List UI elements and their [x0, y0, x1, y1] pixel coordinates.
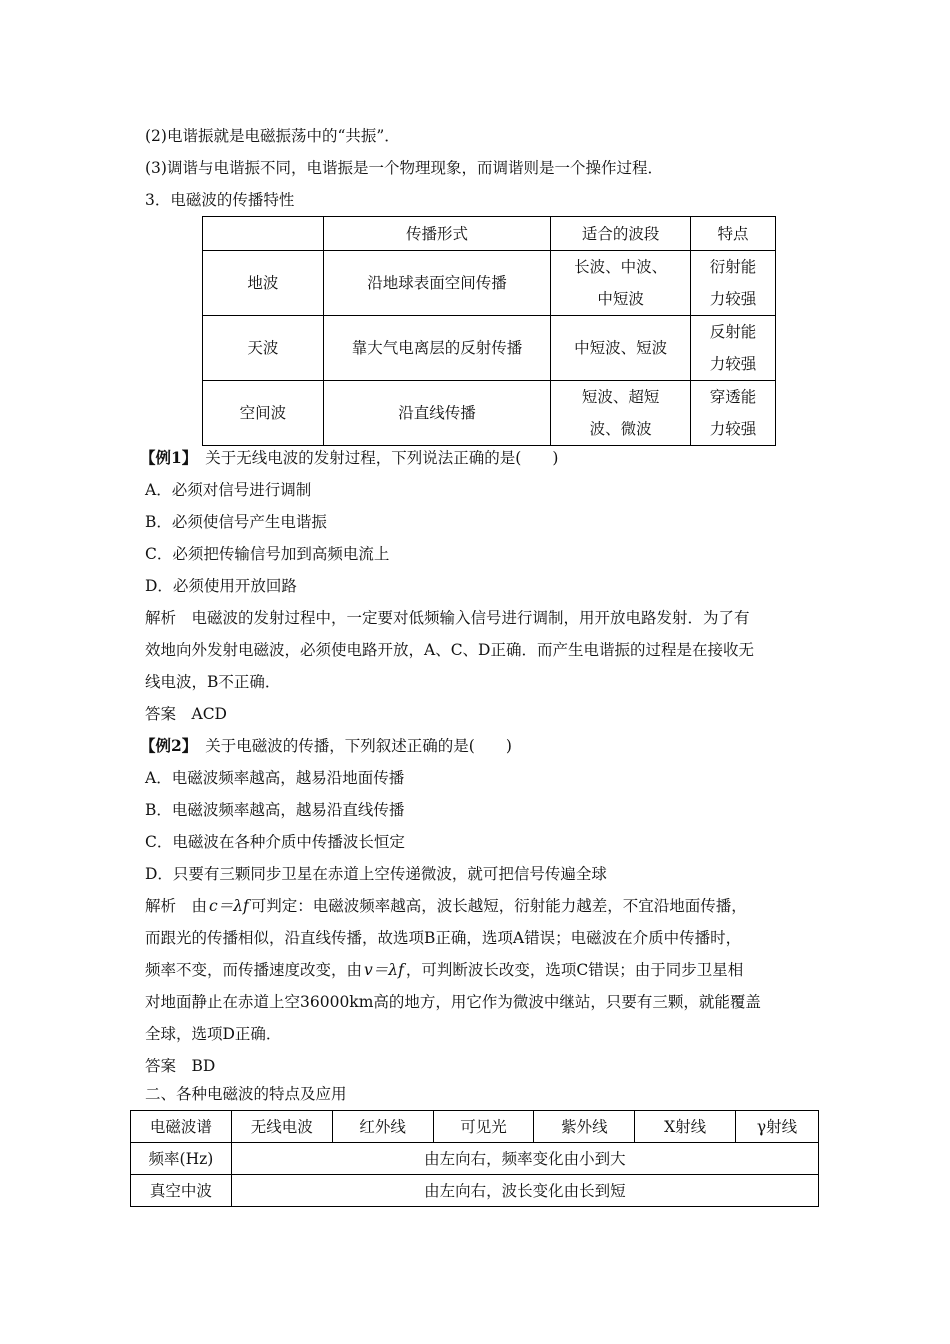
table2-header: 紫外线 — [534, 1111, 635, 1143]
example1-answer: 答案 ACD — [145, 705, 227, 723]
example1-question — [140, 448, 558, 468]
section-2-heading: 二、各种电磁波的特点及应用 — [145, 1085, 347, 1103]
analysis-text: 频率不变，而传播速度改变，由 — [145, 961, 363, 979]
table1-row-band: 中短波、短波 — [551, 316, 691, 381]
table1-row-form: 沿地球表面空间传播 — [323, 251, 551, 316]
table1-header-feature: 特点 — [690, 217, 775, 251]
table1-header-band: 适合的波段 — [551, 217, 691, 251]
example2-analysis-line — [145, 960, 743, 980]
table2-header: 可见光 — [433, 1111, 534, 1143]
table1-row-band: 短波、超短 波、微波 — [551, 381, 691, 446]
example1-analysis-line: 解析 电磁波的发射过程中，一定要对低频输入信号进行调制，用开放电路发射．为了有 — [145, 609, 750, 627]
analysis-text: ，可判断波长改变，选项C错误；由于同步卫星相 — [405, 961, 744, 979]
table2-header: γ射线 — [736, 1111, 819, 1143]
propagation-table — [202, 216, 776, 446]
table1-row-feature: 反射能 力较强 — [690, 316, 775, 381]
table1-header-empty — [203, 217, 324, 251]
example1-option-b: B．必须使信号产生电谐振 — [145, 513, 327, 531]
example1-question-text: 关于无线电波的发射过程，下列说法正确的是( ) — [205, 449, 559, 467]
example2-question — [140, 736, 512, 756]
table2-header: 无线电波 — [231, 1111, 332, 1143]
table2-row-label: 频率(Hz) — [131, 1143, 232, 1175]
table1-row-band: 长波、中波、 中短波 — [551, 251, 691, 316]
example1-option-d: D．必须使用开放回路 — [145, 577, 297, 595]
table1-row-form: 靠大气电离层的反射传播 — [323, 316, 551, 381]
analysis-text: 解析 由 — [145, 897, 208, 915]
example2-question-text: 关于电磁波的传播，下列叙述正确的是( ) — [205, 737, 512, 755]
example2-analysis-line: 而跟光的传播相似，沿直线传播，故选项B正确，选项A错误；电磁波在介质中传播时， — [145, 929, 742, 947]
spectrum-table — [130, 1110, 819, 1207]
example2-analysis-line: 全球，选项D正确． — [145, 1025, 282, 1043]
table1-row-name: 天波 — [203, 316, 324, 381]
example2-option-a: A．电磁波频率越高，越易沿地面传播 — [145, 769, 405, 787]
example2-analysis-line — [145, 896, 747, 916]
table1-row-feature: 穿透能 力较强 — [690, 381, 775, 446]
example2-analysis-line: 对地面静止在赤道上空36000km高的地方，用它作为微波中继站，只要有三颗，就能覆盖 — [145, 993, 761, 1011]
analysis-text: 可判定：电磁波频率越高，波长越短，衍射能力越差，不宜沿地面传播， — [250, 897, 747, 915]
example1-option-c: C．必须把传输信号加到高频电流上 — [145, 545, 390, 563]
table2-row-text: 由左向右，波长变化由长到短 — [231, 1175, 818, 1207]
table1-row-feature: 衍射能 力较强 — [690, 251, 775, 316]
table1-row-form: 沿直线传播 — [323, 381, 551, 446]
intro-line-2: (2)电谐振就是电磁振荡中的“共振”． — [145, 127, 400, 145]
example2-tag: 【例2】 — [140, 736, 198, 755]
example1-tag: 【例1】 — [140, 448, 198, 467]
example2-option-b: B．电磁波频率越高，越易沿直线传播 — [145, 801, 405, 819]
example1-option-a: A．必须对信号进行调制 — [145, 481, 312, 499]
table1-row-name: 空间波 — [203, 381, 324, 446]
table2-header: 电磁波谱 — [131, 1111, 232, 1143]
formula-c-lambda-f: c＝λf — [209, 897, 249, 915]
table2-row-text: 由左向右，频率变化由小到大 — [231, 1143, 818, 1175]
intro-line-3: (3)调谐与电谐振不同，电谐振是一个物理现象，而调谐则是一个操作过程． — [145, 159, 663, 177]
table2-row-label: 真空中波 — [131, 1175, 232, 1207]
table1-row-name: 地波 — [203, 251, 324, 316]
example2-answer: 答案 BD — [145, 1057, 216, 1075]
example1-analysis-line: 线电波，B不正确． — [145, 673, 281, 691]
example1-analysis-line: 效地向外发射电磁波，必须使电路开放，A、C、D正确．而产生电谐振的过程是在接收无 — [145, 641, 754, 659]
example2-option-c: C．电磁波在各种介质中传播波长恒定 — [145, 833, 405, 851]
section-3-heading: 3．电磁波的传播特性 — [145, 191, 295, 209]
table2-header: 红外线 — [332, 1111, 433, 1143]
table2-header: X射线 — [635, 1111, 736, 1143]
example2-option-d: D．只要有三颗同步卫星在赤道上空传递微波，就可把信号传遍全球 — [145, 865, 607, 883]
formula-v-lambda-f: v＝λf — [364, 961, 404, 979]
table1-header-form: 传播形式 — [323, 217, 551, 251]
